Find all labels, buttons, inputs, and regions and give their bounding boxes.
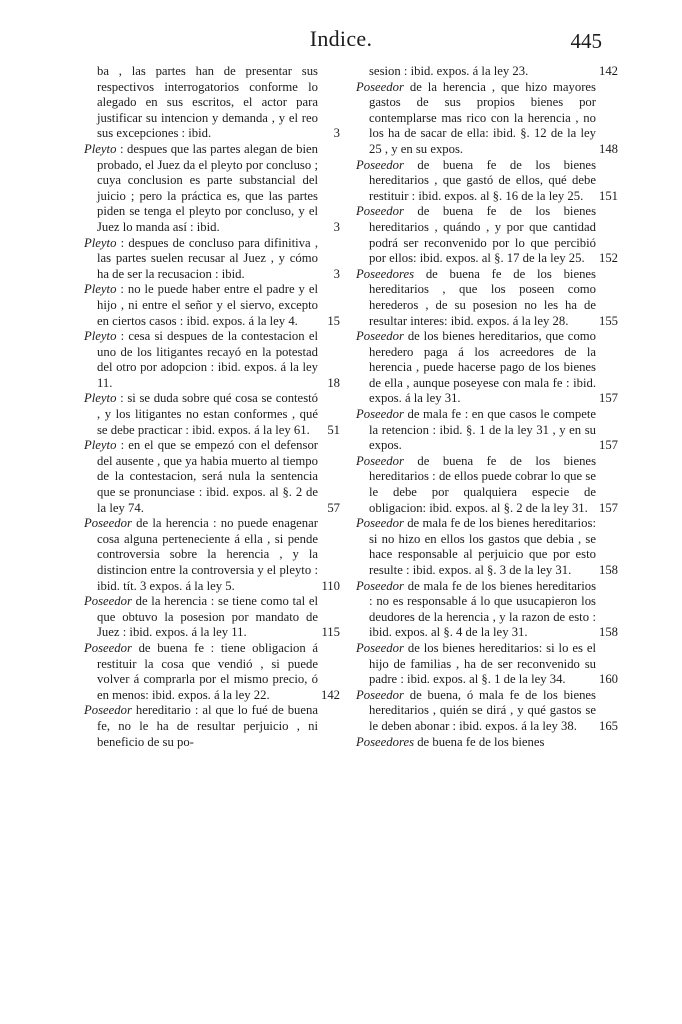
index-term: Poseedor xyxy=(356,157,404,172)
index-entry-text xyxy=(84,641,318,703)
index-term: Poseedor xyxy=(356,79,404,94)
index-entry-text xyxy=(356,454,596,516)
index-entry-text xyxy=(84,438,318,516)
index-entry-text xyxy=(356,688,596,735)
page-reference: 115 xyxy=(321,625,340,640)
index-description: ba , las partes han de presentar sus respectivos interrogatorios conforme lo alegado en sus escritos, el actor para justificar su intencion y demanda , y el reo sus excepciones : ibid. xyxy=(97,64,318,141)
page-reference: 142 xyxy=(320,687,340,702)
index-description: de buena fe de los bienes hereditarios , quándo , y por que cantidad podrá ser reconvenido por lo que percibió por ellos: ibid. expos. al §. 17 de la ley 25. xyxy=(369,204,597,266)
index-entry-text xyxy=(84,329,318,391)
index-entry xyxy=(84,516,340,594)
index-entry xyxy=(356,79,618,158)
page-reference: 157 xyxy=(598,438,618,453)
index-entry xyxy=(84,282,340,329)
index-entry xyxy=(84,594,340,641)
index-entry xyxy=(356,407,618,454)
index-entry-text xyxy=(356,158,596,205)
page-reference: 157 xyxy=(598,500,618,515)
index-description: de mala fe de los bienes hereditarios : no es responsable á lo que usucapieron los deudores de la herencia , y la razon de esto : ibid. expos. al §. 4 de la ley 31. xyxy=(369,578,597,640)
index-entry xyxy=(84,235,340,283)
index-term: Poseedor xyxy=(356,407,404,422)
index-entry xyxy=(84,703,318,750)
index-term: Pleyto xyxy=(84,438,117,453)
index-term: Pleyto xyxy=(84,329,117,344)
index-description: de mala fe de los bienes hereditarios: si no hizo en ellos los gastos que debia , se hace responsable al perjuicio que por esto resulte : ibid. expos. al §. 3 de la ley 31. xyxy=(369,516,596,577)
page-reference: 158 xyxy=(598,563,618,577)
page-reference: 155 xyxy=(598,313,618,328)
index-term: Poseedor xyxy=(84,594,132,609)
index-entry-text xyxy=(356,735,596,751)
index-term: Poseedores xyxy=(356,266,415,281)
index-term: Pleyto xyxy=(84,391,117,406)
page-reference: 3 xyxy=(333,126,340,141)
index-column-right xyxy=(356,64,618,750)
index-description: : despues de concluso para difinitiva , las partes suelen recusar al Juez , y cómo ha de ser la recusacion : ibid. xyxy=(97,235,318,281)
index-entry xyxy=(356,516,618,578)
page-reference: 110 xyxy=(321,578,340,593)
index-entry xyxy=(356,735,596,751)
index-entry-text xyxy=(356,204,596,266)
index-entry xyxy=(356,453,618,516)
index-term: Poseedor xyxy=(84,640,132,655)
index-term: Poseedor xyxy=(84,703,132,718)
index-entry-text xyxy=(84,282,318,329)
page-reference: 15 xyxy=(327,313,340,328)
index-entry xyxy=(84,64,340,142)
page-reference: 57 xyxy=(327,500,340,515)
index-entry xyxy=(84,329,340,391)
index-description: de buena fe de los bienes xyxy=(417,734,545,749)
index-description: de buena fe : tiene obligacion á restituir la cosa que vendió , si puede volver á comprarla por el mismo precio, ó en menos: ibid. expos. á la ley 22. xyxy=(97,640,318,702)
index-term: Poseedor xyxy=(356,640,404,655)
page-reference: 3 xyxy=(333,219,340,234)
index-entry xyxy=(356,157,618,205)
index-description: : despues que las partes alegan de bien probado, el Juez da el pleyto por concluso ; cuya conclusion es parte substancial del juicio ; pero la práctica es, que las partes piden se tenga el pleyto por concluso, y el Juez lo manda así : ibid. xyxy=(97,141,318,234)
index-description: de la herencia , que hizo mayores gastos de sus propios bienes por contemplarse mas rico con la herencia , no los ha de sacar de ella: ibid. §. 12 de la ley 25 , y en su expos. xyxy=(369,79,596,156)
index-description: de buena, ó mala fe de los bienes hereditarios , quién se dirá , y qué gastos se le deben abonar : ibid. expos. á la ley 38. xyxy=(369,687,596,733)
index-entry xyxy=(84,640,340,703)
index-entry-text xyxy=(356,329,596,407)
index-entry-text xyxy=(84,703,318,750)
index-entry xyxy=(356,329,618,407)
page-reference: 157 xyxy=(598,391,618,406)
index-entry-text xyxy=(84,516,318,594)
index-description: de buena fe de los bienes hereditarios , que los poseen como herederos , de su posesion no les ha de resultar interes: ibid. expos. á la ley 28. xyxy=(369,266,596,328)
index-entry-text xyxy=(84,391,318,438)
index-term: Pleyto xyxy=(84,235,117,250)
index-description: de buena fe de los bienes hereditarios : de ellos puede cobrar lo que se le debe por qualquiera especie de obligacion: ibid. expos. al §. 2 de la ley 31. xyxy=(369,453,597,515)
page-reference: 158 xyxy=(598,625,618,640)
page-reference: 165 xyxy=(598,718,618,733)
index-description: hereditario : al que lo fué de buena fe, no le ha de resultar perjuicio , ni beneficio de su po- xyxy=(97,703,319,749)
index-entry-text xyxy=(84,64,318,142)
page-reference: 148 xyxy=(598,141,618,156)
index-column-left xyxy=(84,64,340,750)
index-term: Poseedores xyxy=(356,734,415,749)
index-entry xyxy=(356,640,618,688)
index-entry-text xyxy=(356,64,596,80)
index-description: de los bienes hereditarios, que como heredero paga á los acreedores de la herencia , puede hacerse pago de los bienes de ella , aunque poseyese con mala fe : ibid. expos. á la ley 31. xyxy=(369,329,596,406)
index-term: Poseedor xyxy=(356,453,404,468)
page-reference: 142 xyxy=(598,64,618,78)
index-entry-text xyxy=(356,407,596,454)
index-description: de los bienes hereditarios: si lo es el hijo de familias , ha de ser reconvenido su padre : ibid. expos. al §. 1 de la ley 34. xyxy=(369,640,597,687)
index-description: sesion : ibid. expos. á la ley 23. xyxy=(369,64,529,78)
page-reference: 151 xyxy=(598,188,618,203)
page-reference: 152 xyxy=(598,251,618,266)
index-entry xyxy=(84,438,340,516)
index-description: de mala fe : en que casos le compete la retencion : ibid. §. 1 de la ley 31 , y en su expos. xyxy=(369,407,597,453)
index-description: de la herencia : se tiene como tal el que obtuvo la posesion por mandato de Juez : ibid. expos. á la ley 11. xyxy=(97,594,319,640)
index-description: de la herencia : no puede enagenar cosa alguna perteneciente á ella , si pende controversia sobre la herencia , y la distincion entre la controversia y el pleyto : ibid. tít. 3 expos. á la ley 5. xyxy=(97,516,319,593)
page-reference: 51 xyxy=(327,422,340,437)
index-term: Pleyto xyxy=(84,282,117,297)
index-entry-text xyxy=(84,594,318,641)
index-entry xyxy=(84,141,340,236)
page-reference: 160 xyxy=(598,672,618,687)
index-term: Poseedor xyxy=(84,516,132,531)
page-reference: 18 xyxy=(327,375,340,390)
index-entry-text xyxy=(356,641,596,688)
index-term: Poseedor xyxy=(356,578,404,593)
index-entry xyxy=(356,266,618,329)
page-title: Indice. xyxy=(309,26,373,51)
page-reference: 3 xyxy=(333,266,340,281)
index-entry-text xyxy=(84,236,318,283)
index-term: Poseedor xyxy=(356,204,404,219)
index-entry-text xyxy=(356,80,596,158)
index-entry xyxy=(356,578,618,641)
index-entry xyxy=(356,687,618,735)
index-term: Poseedor xyxy=(356,516,404,531)
page-number: 445 xyxy=(570,29,602,53)
index-term: Poseedor xyxy=(356,329,404,344)
index-term: Pleyto xyxy=(84,141,117,156)
index-entry xyxy=(356,204,618,266)
index-entry xyxy=(356,64,618,80)
index-entry xyxy=(84,391,340,438)
index-description: : cesa si despues de la contestacion el uno de los litigantes recayó en la potestad del otro por adopcion : ibid. expos. á la ley 11. xyxy=(97,329,318,390)
index-description: : en el que se empezó con el defensor del ausente , que ya habia muerto al tiempo de la contestacion, será nula la sentencia que se pronunciase : ibid. expos. al §. 2 de la ley 74. xyxy=(97,438,319,515)
index-entry-text xyxy=(356,579,596,641)
index-description: : no le puede haber entre el padre y el hijo , ni entre el señor y el siervo, excepto en ciertos casos : ibid. expos. á la ley 4. xyxy=(97,282,319,328)
index-description: : si se duda sobre qué cosa se contestó , y los litigantes no estan conformes , qué se debe practicar : ibid. expos. á la ley 61. xyxy=(97,391,318,437)
index-entry-text xyxy=(356,267,596,329)
index-entry-text xyxy=(356,516,596,578)
index-term: Poseedor xyxy=(356,687,404,702)
index-description: de buena fe de los bienes hereditarios , que gastó de ellos, qué debe restituir : ibid. expos. al §. 16 de la ley 25. xyxy=(369,157,597,203)
index-entry-text xyxy=(84,142,318,236)
